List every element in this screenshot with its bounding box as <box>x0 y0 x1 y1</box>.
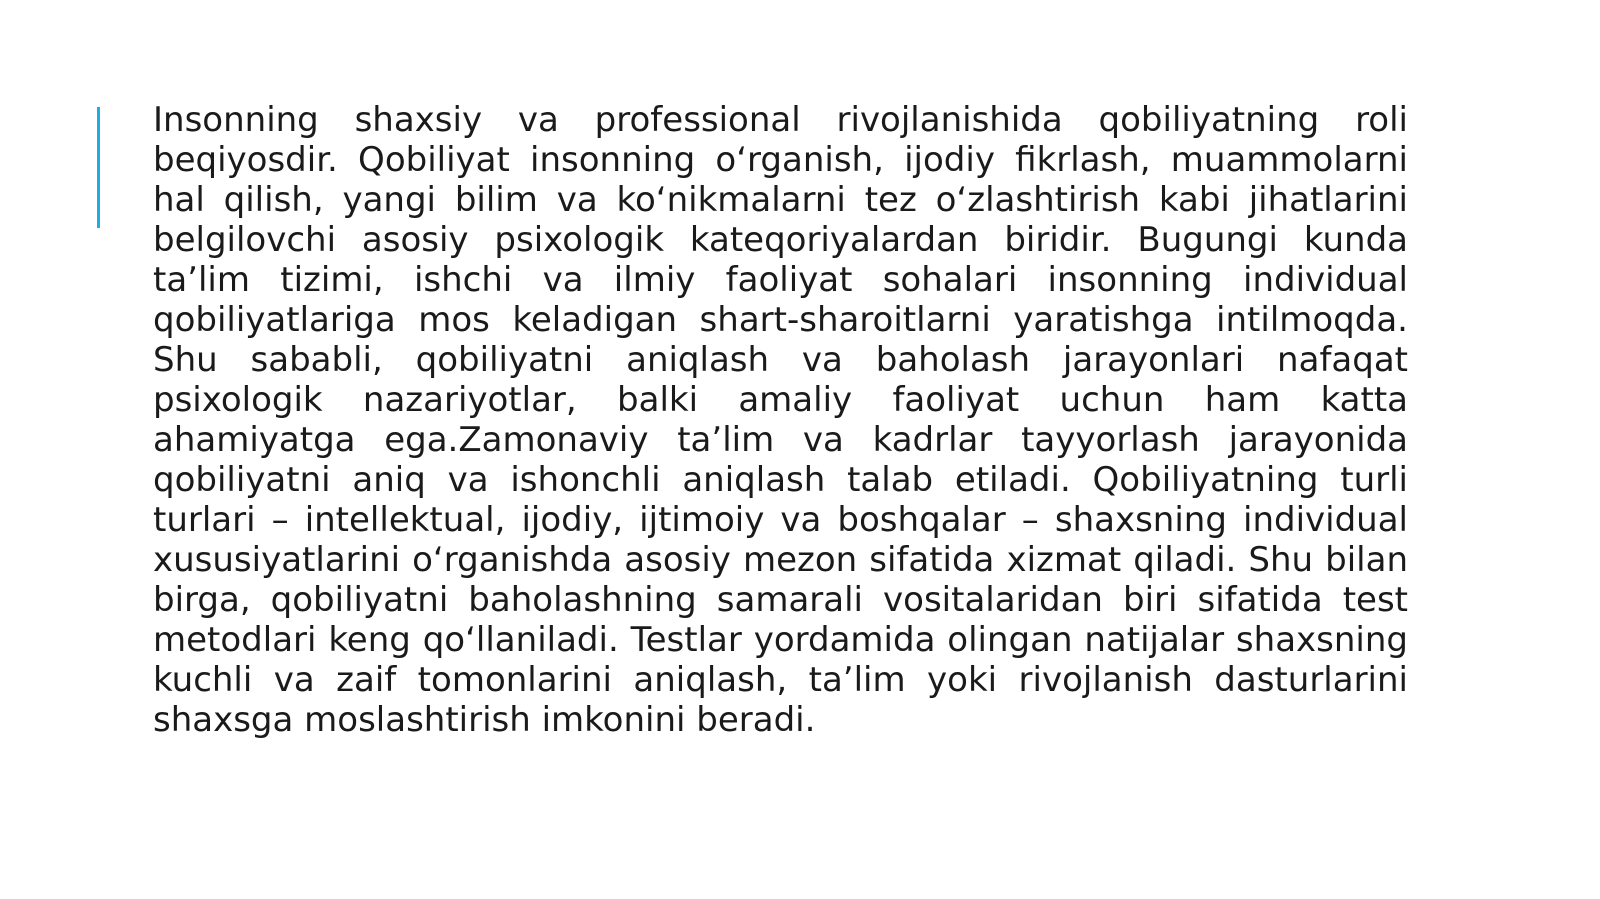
body-paragraph: Insonning shaxsiy va professional rivojlanishida qobiliyatning roli beqiyosdir. Qobiliyat insonning o‘rganish, ijodiy fikrlash, muammolarni hal qilish, yangi bilim va ko‘nikmalarni tez o‘zlashtirish kabi jihatlarini belgilovchi asosiy psixologik kateqoriyalardan biridir. Bugungi kunda ta’lim tizimi, ishchi va ilmiy faoliyat sohalari insonning individual qobiliyatlariga mos keladigan shart-sharoitlarni yaratishga intilmoqda. Shu sababli, qobiliyatni aniqlash va baholash jarayonlari nafaqat psixologik nazariyotlar, balki amaliy faoliyat uchun ham katta ahamiyatga ega.Zamonaviy ta’lim va kadrlar tayyorlash jarayonida qobiliyatni aniq va ishonchli aniqlash talab etiladi. Qobiliyatning turli turlari – intellektual, ijodiy, ijtimoiy va boshqalar – shaxsning individual xususiyatlarini o‘rganishda asosiy mezon sifatida xizmat qiladi. Shu bilan birga, qobiliyatni baholashning samarali vositalaridan biri sifatida test metodlari keng qo‘llaniladi. Testlar yordamida olingan natijalar shaxsning kuchli va zaif tomonlarini aniqlash, ta’lim yoki rivojlanish dasturlarini shaxsga moslashtirish imkonini beradi. <box>153 100 1408 740</box>
accent-bar <box>97 107 100 228</box>
